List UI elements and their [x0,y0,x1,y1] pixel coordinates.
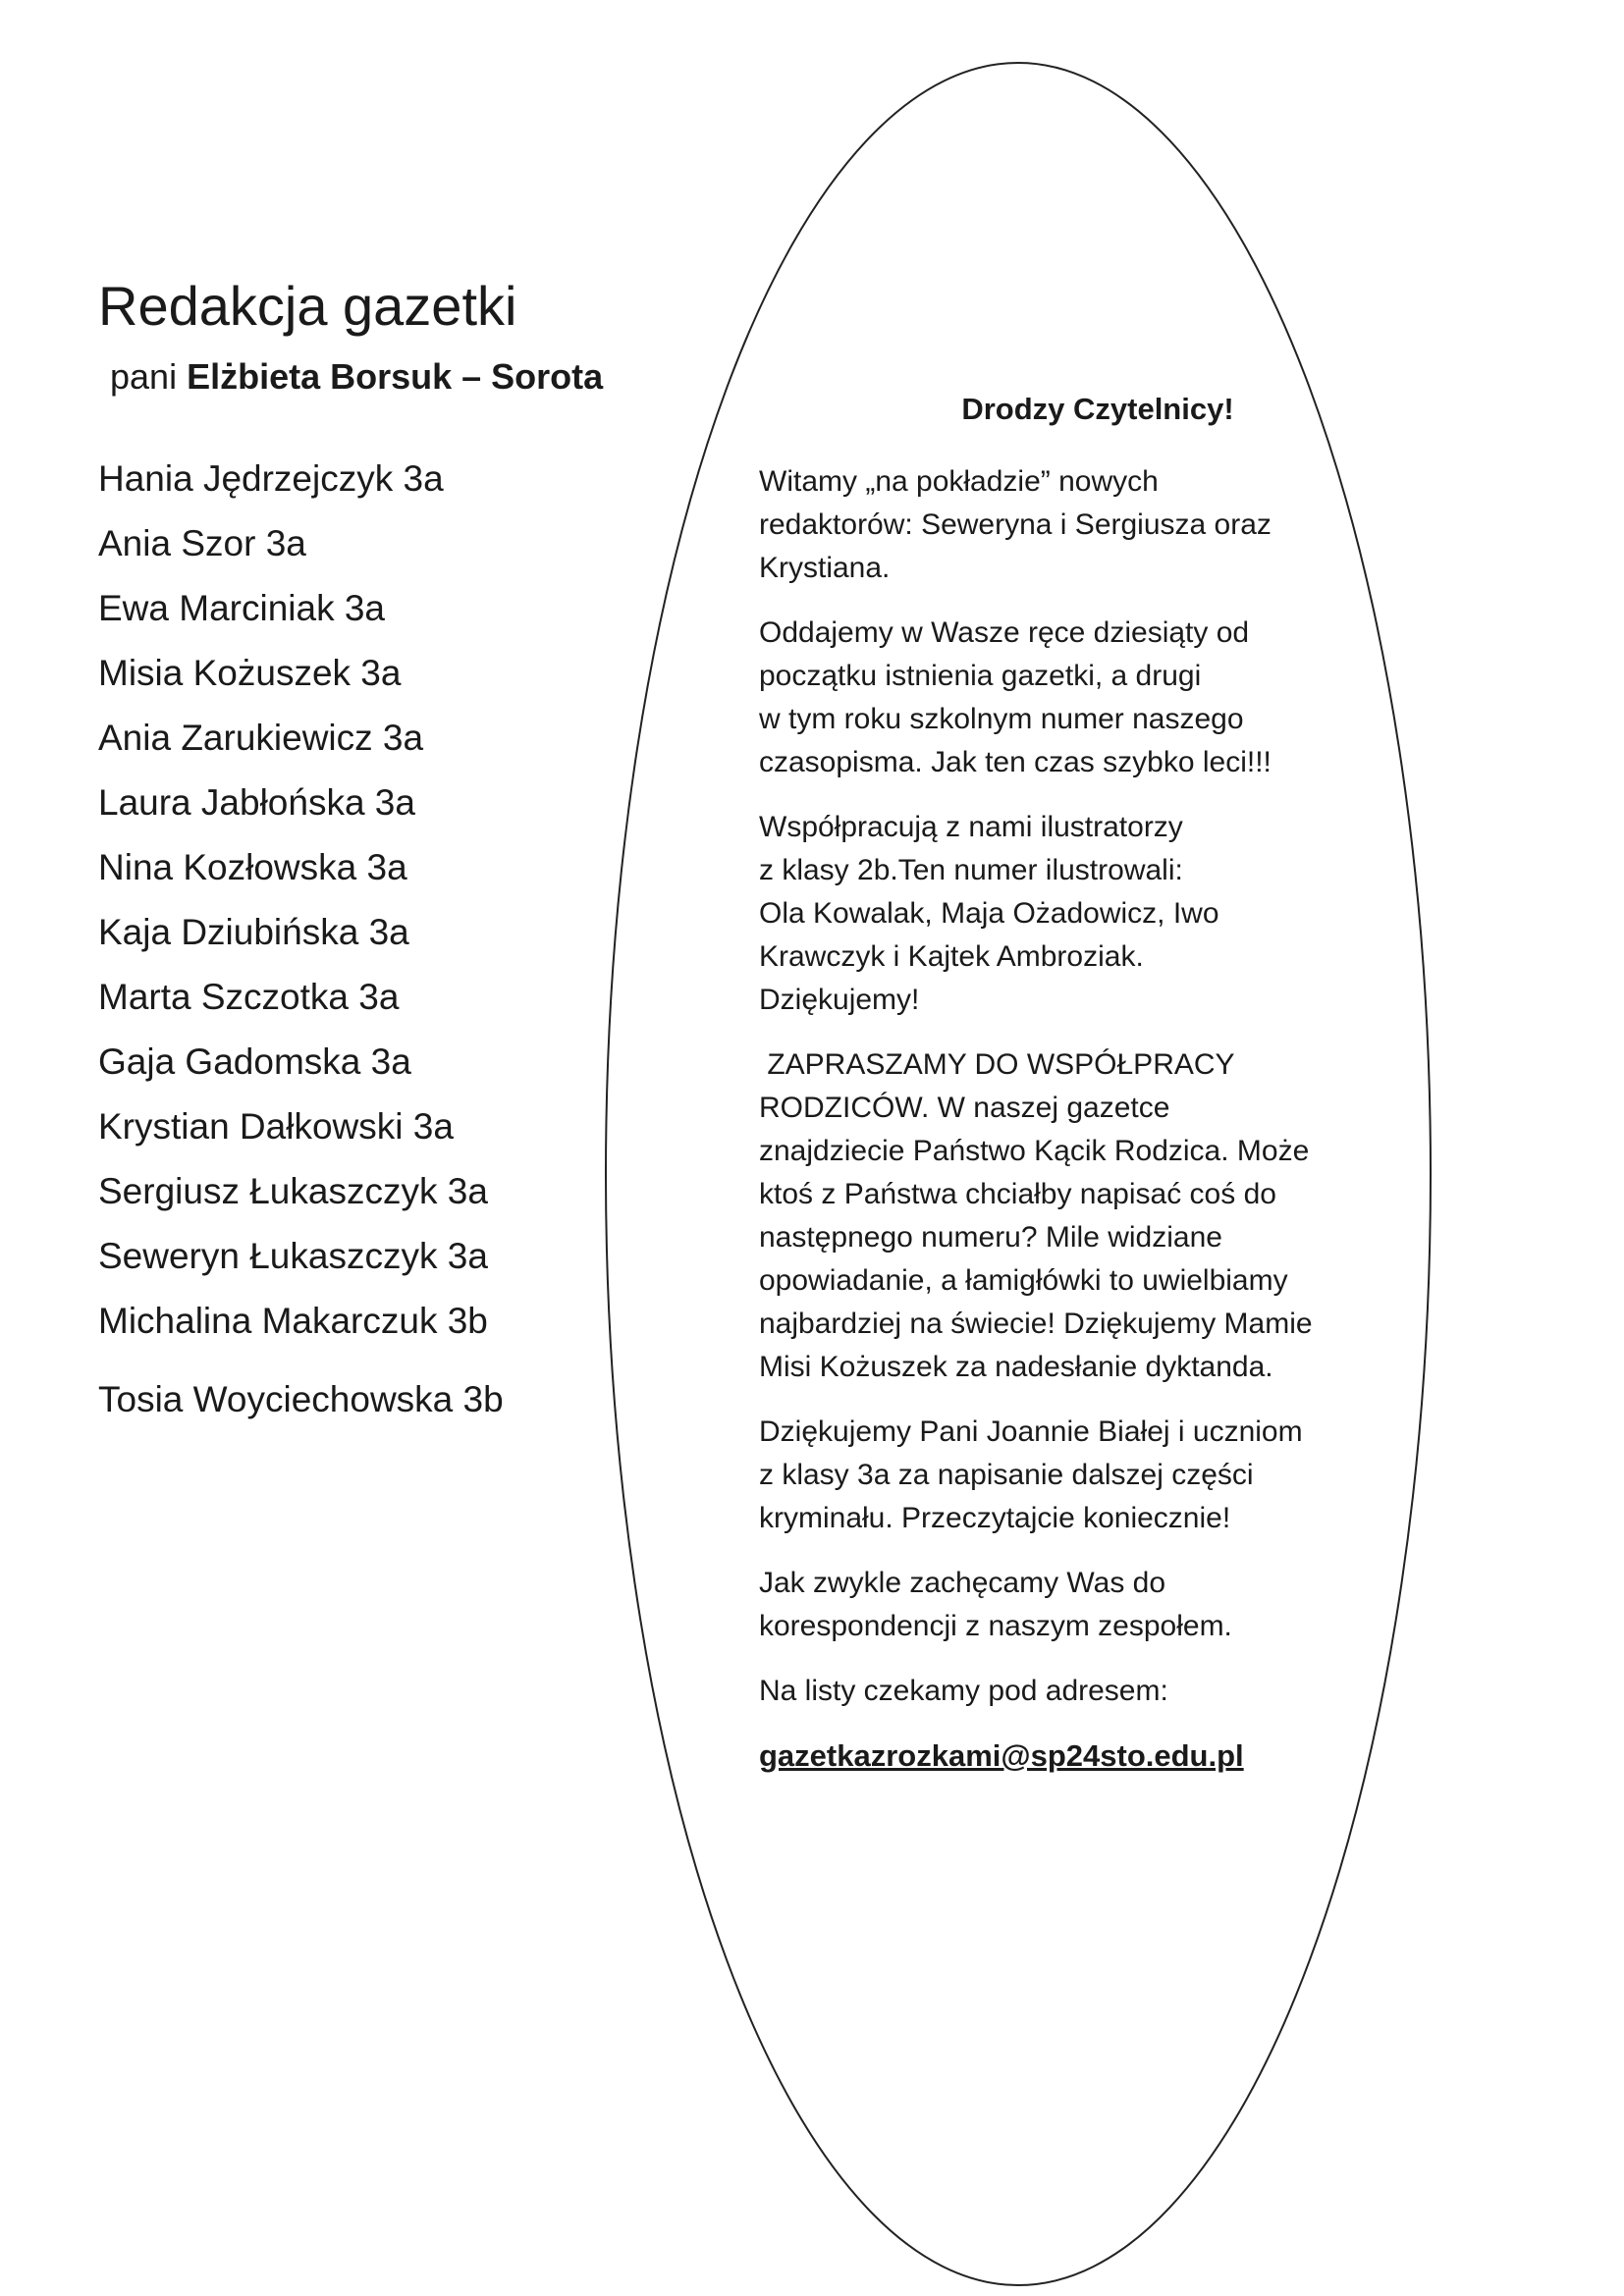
paragraph-line: początku istnienia gazetki, a drugi [759,660,1202,692]
paragraph-line: następnego numeru? Mile widziane [759,1221,1222,1254]
paragraph-correspondence [759,1562,1397,1648]
paragraph-address-intro [759,1670,1397,1713]
paragraph-line: z klasy 2b.Ten numer ilustrowali: [759,854,1183,886]
paragraph-welcome [759,460,1397,590]
paragraph-line: ktoś z Państwa chciałby napisać coś do [759,1178,1276,1210]
paragraph-line: korespondencji z naszym zespołem. [759,1610,1232,1642]
paragraph-line: Oddajemy w Wasze ręce dziesiąty od [759,616,1250,649]
member-item: Laura Jabłońska 3a [98,782,415,823]
member-item: Ania Zarukiewicz 3a [98,718,424,758]
paragraph-line: kryminału. Przeczytajcie koniecznie! [759,1502,1231,1534]
paragraph-line: Dziękujemy Pani Joannie Białej i uczniom [759,1415,1303,1448]
paragraph-illustrators [759,806,1397,1022]
member-item: Misia Kożuszek 3a [98,653,402,693]
paragraph-line: Współpracują z nami ilustratorzy [759,811,1183,843]
letter-column [759,388,1397,1779]
paragraph-parents-invite [759,1043,1397,1389]
paragraph-line: Witamy „na pokładzie” nowych [759,465,1159,498]
paragraph-line: opowiadanie, a łamigłówki to uwielbiamy [759,1264,1288,1297]
paragraph-line: Misi Kożuszek za nadesłanie dyktanda. [759,1351,1273,1383]
member-item: Marta Szczotka 3a [98,977,400,1017]
editor-in-chief [110,355,648,399]
paragraph-line: redaktorów: Seweryna i Sergiusza oraz [759,508,1272,541]
member-item: Ania Szor 3a [98,523,306,563]
paragraph-line: z klasy 3a za napisanie dalszej części [759,1459,1254,1491]
paragraph-line: ZAPRASZAMY DO WSPÓŁPRACY [759,1048,1235,1081]
member-item: Ewa Marciniak 3a [98,588,386,628]
paragraph-line: Krawczyk i Kajtek Ambroziak. [759,940,1144,973]
paragraph-line: znajdziecie Państwo Kącik Rodzica. Może [759,1135,1310,1167]
paragraph-line: w tym roku szkolnym numer naszego [759,703,1244,735]
member-item: Sergiusz Łukaszczyk 3a [98,1171,488,1211]
member-item: Kaja Dziubińska 3a [98,912,409,952]
member-item: Gaja Gadomska 3a [98,1041,411,1082]
member-item: Tosia Woyciechowska 3b [98,1379,504,1419]
paragraph-line: Krystiana. [759,552,891,584]
paragraph-issue [759,612,1397,784]
member-item: Krystian Dałkowski 3a [98,1106,454,1147]
member-item: Seweryn Łukaszczyk 3a [98,1236,488,1276]
paragraph-line: najbardziej na świecie! Dziękujemy Mamie [759,1308,1313,1340]
paragraph-line: Na listy czekamy pod adresem: [759,1675,1168,1707]
member-item: Michalina Makarczuk 3b [98,1301,488,1341]
greeting-heading: Drodzy Czytelnicy! [961,392,1234,426]
member-list [98,457,648,1443]
paragraph-line: Jak zwykle zachęcamy Was do [759,1567,1166,1599]
paragraph-line: RODZICÓW. W naszej gazetce [759,1092,1170,1124]
member-item: Nina Kozłowska 3a [98,847,407,887]
editorial-team-column [98,275,648,1443]
paragraph-line: Dziękujemy! [759,984,920,1016]
editorial-team-title: Redakcja gazetki [98,275,517,337]
email-link[interactable]: gazetkazrozkami@sp24sto.edu.pl [759,1738,1244,1773]
member-item: Hania Jędrzejczyk 3a [98,458,444,499]
paragraph-line: Ola Kowalak, Maja Ożadowicz, Iwo [759,897,1219,930]
paragraph-thanks-teacher [759,1411,1397,1540]
paragraph-line: czasopisma. Jak ten czas szybko leci!!! [759,746,1272,778]
editor-prefix: pani [110,356,188,397]
editor-name: Elżbieta Borsuk – Sorota [187,356,604,397]
